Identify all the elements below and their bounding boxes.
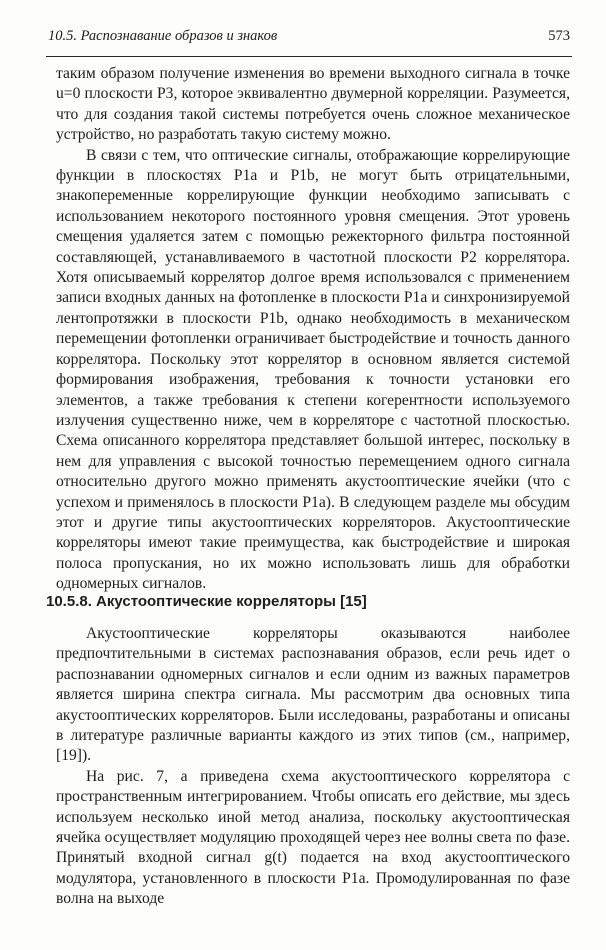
body-text-bottom <box>56 624 570 910</box>
running-header <box>48 28 570 45</box>
paragraph-1: таким образом получение изменения во времени выходного сигнала в точке u=0 плоскости P3, которое эквивалентно двумерной корреляции. Разумеется, что для создания такой системы потребуется очень сложное механическое устройство, но разработать такую систему можно. <box>56 65 570 144</box>
paragraph-3: Акустооптические корреляторы оказываются наиболее предпочтительными в системах распознавания образов, если речь идет о распознавании одномерных сигналов и если одним из важных параметров является ширина спектра сигнала. Мы рассмотрим два основных типа акустооптических корреляторов. Были исследованы, разработаны и описаны в литературе различные варианты каждого из этих типов (см., например, [19]). <box>56 625 570 765</box>
running-title: 10.5. Распознавание образов и знаков <box>48 28 278 44</box>
header-rule <box>46 56 572 57</box>
body-text-top <box>56 64 570 595</box>
paragraph-4: На рис. 7, a приведена схема акустооптического коррелятора с пространственным интегрированием. Чтобы описать его действие, мы здесь используем несколько иной метод анализа, поскольку акустооптическая ячейка осуществляет модуляцию проходящей через нее волны света по фазе. Принятый входной сигнал g(t) подается на вход акустооптического модулятора, установленного в плоскости P1a. Промодулированная по фазе волна на выходе <box>56 767 570 908</box>
page-number: 573 <box>548 28 570 44</box>
paragraph-2: В связи с тем, что оптические сигналы, отображающие коррелирующие функции в плоскостях P1a и P1b, не могут быть отрицательными, знакопеременные коррелирующие функции необходимо записывать с использованием некоторого постоянного уровня смещения. Этот уровень смещения удаляется затем с помощью режекторного фильтра постоянной составляющей, устанавливаемого в частотной плоскости P2 коррелятора. Хотя описываемый коррелятор долгое время использовался с применением записи входных данных на фотопленке в плоскости P1a и синхронизируемой лентопротяжки в плоскости P1b, однако необходимость в механическом перемещении фотопленки ограничивает быстродействие и точность данного коррелятора. Поскольку этот коррелятор в основном является системой формирования изображения, требования к точности установки его элементов, а также требования к степени когерентности используемого излучения существенно ниже, чем в корреляторе с частотной плоскостью. Схема описанного коррелятора представляет большой интерес, поскольку в нем для управления с высокой точностью перемещением одного сигнала относительно другого можно применять акустооптические ячейки (что с успехом и применялось в плоскости P1a). В следующем разделе мы обсудим этот и другие типы акустооптических корреляторов. Акустооптические корреляторы имеют такие преимущества, как быстродействие и широкая полоса пропускания, но их можно использовать лишь для обработки одномерных сигналов. <box>56 146 570 593</box>
section-heading: 10.5.8. Акустооптические корреляторы [15] <box>46 593 367 610</box>
